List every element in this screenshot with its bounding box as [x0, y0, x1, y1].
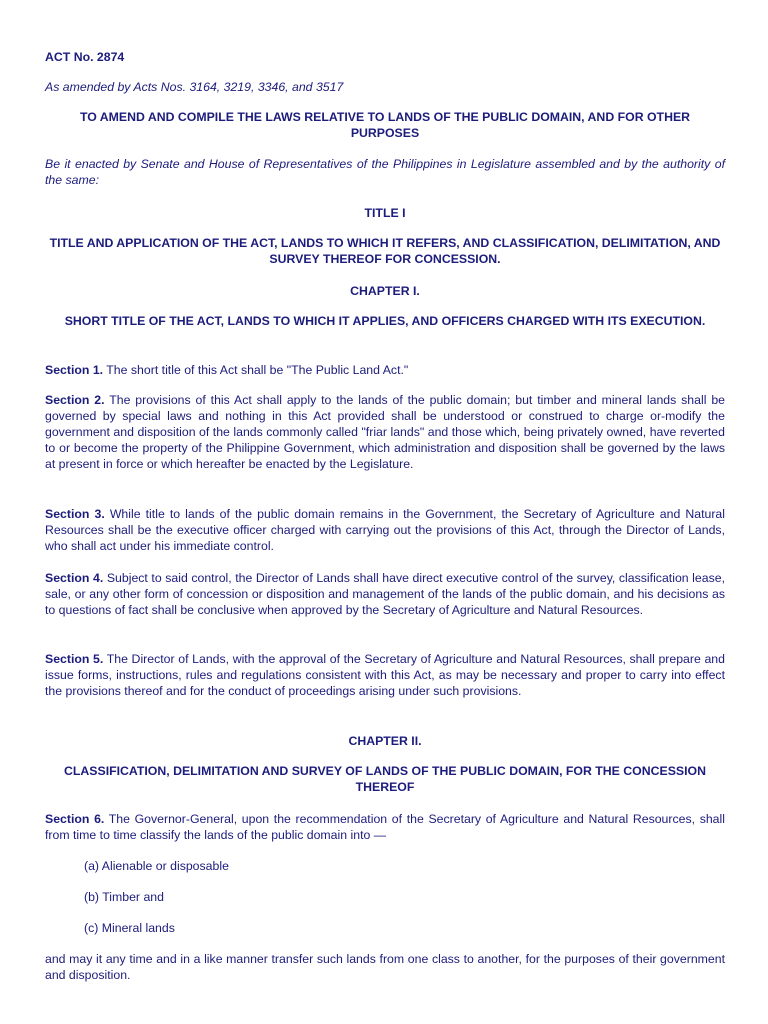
- section-label: Section 2.: [45, 393, 105, 407]
- section-label: Section 6.: [45, 812, 105, 826]
- section-text: The Director of Lands, with the approval of the Secretary of Agriculture and Natural Resources, shall prepare and issue forms, instructions, rules and regulations consistent with this Act, as may be necessary and proper to carry into effect the provisions thereof and for the conduct of proceedings arising under such provisions.: [45, 652, 725, 698]
- section-label: Section 1.: [45, 363, 104, 377]
- section-text: While title to lands of the public domain remains in the Government, the Secretary of Agriculture and Natural Resources shall be the executive officer charged with carrying out the provisions of this Act, through the Director of Lands, who shall act under his immediate control.: [45, 507, 726, 553]
- chapter-2-subheading: CLASSIFICATION, DELIMITATION AND SURVEY OF LANDS OF THE PUBLIC DOMAIN, FOR THE CONCESSION THEREOF: [64, 764, 706, 794]
- section-2: [45, 392, 725, 472]
- chapter-2-heading: CHAPTER II.: [348, 734, 422, 748]
- section-6: [45, 811, 725, 843]
- class-item-b: (b) Timber and: [84, 890, 164, 904]
- section-label: Section 5.: [45, 652, 104, 666]
- section-5: [45, 651, 725, 699]
- section-text: The provisions of this Act shall apply to the lands of the public domain; but timber and mineral lands shall be governed by special laws and nothing in this Act provided shall be understood or construed to charge or-modify the government and disposition of the lands commonly called "friar lands" and those which, being privately owned, have reverted to or become the property of the Philippine Government, which administration and disposition shall be governed by the laws at present in force or which hereafter be enacted by the Legislature.: [45, 393, 726, 471]
- enacting-clause: Be it enacted by Senate and House of Representatives of the Philippines in Legislature assembled and by the authority of the same:: [45, 157, 725, 187]
- section-4: [45, 570, 725, 618]
- section-text: The Governor-General, upon the recommendation of the Secretary of Agriculture and Natural Resources, shall from time to time classify the lands of the public domain into —: [45, 812, 725, 842]
- closing-text: and may it any time and in a like manner transfer such lands from one class to another, for the purposes of their government and disposition.: [45, 952, 725, 982]
- chapter-1-heading: CHAPTER I.: [350, 284, 420, 298]
- act-number: ACT No. 2874: [45, 50, 125, 64]
- section-text: The short title of this Act shall be "The Public Land Act.": [106, 363, 409, 377]
- class-item-a: (a) Alienable or disposable: [84, 859, 229, 873]
- section-1: [45, 362, 725, 378]
- act-title: TO AMEND AND COMPILE THE LAWS RELATIVE TO LANDS OF THE PUBLIC DOMAIN, AND FOR OTHER PURPOSES: [79, 110, 691, 140]
- amended-by-note: As amended by Acts Nos. 3164, 3219, 3346, and 3517: [45, 80, 344, 94]
- chapter-1-subheading: SHORT TITLE OF THE ACT, LANDS TO WHICH IT APPLIES, AND OFFICERS CHARGED WITH ITS EXECUTION.: [64, 314, 706, 328]
- section-label: Section 3.: [45, 507, 105, 521]
- section-3: [45, 506, 725, 554]
- title-i-heading: TITLE I: [364, 206, 406, 220]
- class-item-c: (c) Mineral lands: [84, 921, 175, 935]
- section-text: Subject to said control, the Director of Lands shall have direct executive control of the survey, classification lease, sale, or any other form of concession or disposition and management of the lands of the public domain, and his decisions as to questions of fact shall be conclusive when approved by the Secretary of Agriculture and Natural Resources.: [45, 571, 725, 617]
- title-i-subheading: TITLE AND APPLICATION OF THE ACT, LANDS TO WHICH IT REFERS, AND CLASSIFICATION, DELIMITATION, AND SURVEY THEREOF FOR CONCESSION.: [49, 236, 721, 266]
- section-label: Section 4.: [45, 571, 104, 585]
